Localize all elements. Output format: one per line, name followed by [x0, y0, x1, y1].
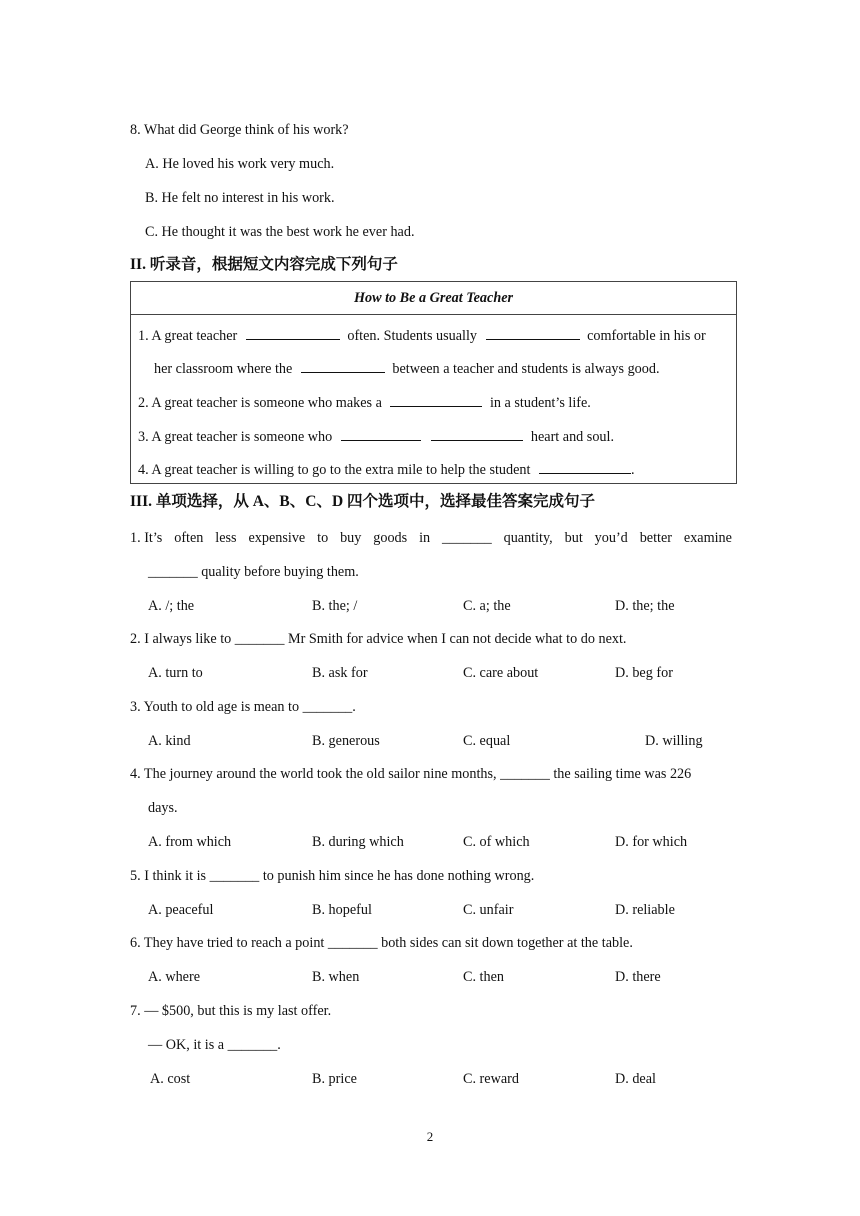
- sentence-3-part-b: heart and soul.: [530, 429, 615, 445]
- answer-blank[interactable]: [301, 359, 385, 373]
- mc-4-option-a[interactable]: A. from which: [148, 834, 232, 850]
- mc-6-option-c[interactable]: C. then: [463, 969, 504, 985]
- mc-2-option-d[interactable]: D. beg for: [615, 665, 673, 681]
- stem-word: buy: [340, 530, 362, 546]
- sentence-3-part-a: 3. A great teacher is someone who: [138, 429, 333, 445]
- mc-3-option-b[interactable]: B. generous: [312, 733, 380, 749]
- answer-blank[interactable]: [431, 427, 523, 441]
- mc-1-option-d[interactable]: D. the; the: [615, 598, 675, 614]
- mc-2-option-a[interactable]: A. turn to: [148, 665, 203, 681]
- mc-question-5-stem: 5. I think it is _______ to punish him since he has done nothing wrong.: [130, 868, 535, 884]
- mc-1-option-a[interactable]: A. /; the: [148, 598, 195, 614]
- mc-2-option-c[interactable]: C. care about: [463, 665, 539, 681]
- sentence-4-part-a: 4. A great teacher is willing to go to the extra mile to help the student: [138, 462, 531, 478]
- stem-word: expensive: [248, 530, 306, 546]
- mc-question-3-stem: 3. Youth to old age is mean to _______.: [130, 699, 356, 715]
- mc-7-option-c[interactable]: C. reward: [463, 1071, 519, 1087]
- sentence-1-line-1: [138, 326, 706, 345]
- answer-blank[interactable]: [246, 326, 340, 340]
- sentence-2-part-a: 2. A great teacher is someone who makes a: [138, 395, 382, 411]
- sentence-2-part-b: in a student’s life.: [489, 395, 591, 411]
- mc-question-1-stem: [130, 529, 732, 547]
- sentence-4-part-b: .: [630, 462, 635, 478]
- mc-3-option-d[interactable]: D. willing: [645, 733, 703, 749]
- sentence-1-part-d: her classroom where the: [154, 361, 293, 377]
- mc-question-6-stem: 6. They have tried to reach a point _______ both sides can sit down together at the table.: [130, 935, 633, 951]
- sentence-4: [138, 460, 635, 479]
- table-title: How to Be a Great Teacher: [353, 290, 514, 306]
- mc-5-option-a[interactable]: A. peaceful: [148, 902, 214, 918]
- section-2-heading: II. 听录音，根据短文内容完成下列句子: [130, 256, 398, 273]
- sentence-3: [138, 427, 614, 446]
- mc-4-option-b[interactable]: B. during which: [312, 834, 404, 850]
- stem-word: often: [174, 530, 204, 546]
- mc-4-option-d[interactable]: D. for which: [615, 834, 688, 850]
- answer-blank[interactable]: [539, 460, 631, 474]
- answer-blank[interactable]: [341, 427, 421, 441]
- question-8-option-a: A. He loved his work very much.: [145, 156, 335, 172]
- sentence-1-line-2: [154, 359, 660, 378]
- stem-word: in: [419, 530, 431, 546]
- mc-6-option-b[interactable]: B. when: [312, 969, 360, 985]
- answer-blank[interactable]: [486, 326, 580, 340]
- stem-word: to: [317, 530, 329, 546]
- mc-1-option-c[interactable]: C. a; the: [463, 598, 511, 614]
- mc-question-4-stem-line-2: days.: [148, 800, 178, 816]
- mc-3-option-c[interactable]: C. equal: [463, 733, 511, 749]
- table-title-row: [131, 282, 736, 315]
- stem-word: less: [215, 530, 237, 546]
- mc-1-option-b[interactable]: B. the; /: [312, 598, 358, 614]
- mc-7-option-a[interactable]: A. cost: [150, 1071, 191, 1087]
- mc-4-option-c[interactable]: C. of which: [463, 834, 530, 850]
- stem-word: but: [564, 530, 583, 546]
- mc-5-option-b[interactable]: B. hopeful: [312, 902, 372, 918]
- sentence-1-part-b: often. Students usually: [347, 328, 478, 344]
- sentence-1-part-e: between a teacher and students is always good.: [392, 361, 660, 377]
- mc-3-option-a[interactable]: A. kind: [148, 733, 191, 749]
- mc-6-option-a[interactable]: A. where: [148, 969, 200, 985]
- mc-6-option-d[interactable]: D. there: [615, 969, 661, 985]
- mc-7-option-d[interactable]: D. deal: [615, 1071, 656, 1087]
- stem-word: 1. It’s: [130, 530, 163, 546]
- mc-2-option-b[interactable]: B. ask for: [312, 665, 368, 681]
- stem-word: you’d: [594, 530, 628, 546]
- mc-question-2-stem: 2. I always like to _______ Mr Smith for advice when I can not decide what to do next.: [130, 631, 627, 647]
- mc-question-4-stem: 4. The journey around the world took the old sailor nine months, _______ the sailing time was 226: [130, 766, 692, 782]
- mc-5-option-d[interactable]: D. reliable: [615, 902, 675, 918]
- stem-word: quantity,: [503, 530, 553, 546]
- mc-5-option-c[interactable]: C. unfair: [463, 902, 514, 918]
- stem-word: goods: [373, 530, 408, 546]
- sentence-1-part-a: 1. A great teacher: [138, 328, 238, 344]
- stem-word: examine: [683, 530, 732, 546]
- question-8-stem: 8. What did George think of his work?: [130, 122, 349, 138]
- question-8-option-b: B. He felt no interest in his work.: [145, 190, 335, 206]
- mc-question-7-stem-line-2: — OK, it is a _______.: [148, 1037, 281, 1053]
- stem-word: _______: [442, 530, 492, 546]
- question-8-option-c: C. He thought it was the best work he ever had.: [145, 224, 415, 240]
- section-3-heading: III. 单项选择，从 A、B、C、D 四个选项中，选择最佳答案完成句子: [130, 493, 596, 510]
- stem-word: better: [639, 530, 672, 546]
- sentence-1-part-c: comfortable in his or: [587, 328, 706, 344]
- listening-table: [130, 281, 737, 484]
- mc-question-1-stem-line-2: _______ quality before buying them.: [148, 564, 359, 580]
- sentence-2: [138, 393, 591, 412]
- mc-question-7-stem: 7. — $500, but this is my last offer.: [130, 1003, 332, 1019]
- page-number: 2: [426, 1129, 434, 1144]
- mc-7-option-b[interactable]: B. price: [312, 1071, 357, 1087]
- answer-blank[interactable]: [390, 393, 482, 407]
